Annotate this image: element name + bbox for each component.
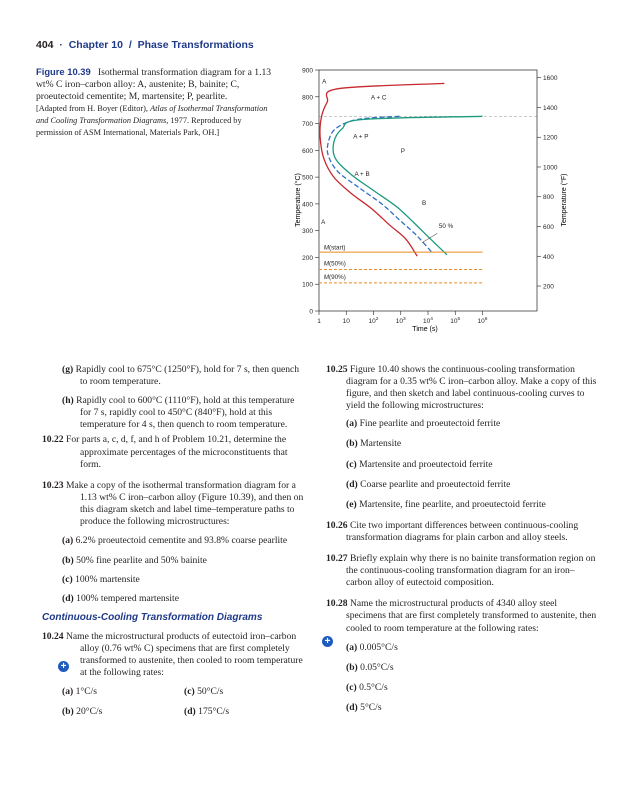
y-right-tick-label: 1600 [543,75,558,83]
y-tick-label: 700 [302,121,313,129]
y-tick-label: 900 [302,67,313,75]
item-text: 50% fine pearlite and 50% bainite [76,555,207,567]
item-label: (b) [62,705,74,717]
item-label: (h) [62,395,74,407]
plus-circle-icon: + [322,636,333,647]
y-tick-label: 100 [302,281,313,289]
item-label: (c) [346,458,357,470]
problem-number: 10.23 [42,479,64,491]
y-tick-label: 500 [302,174,313,182]
figure-source-post: 1977. Reproduced by permission of ASM International, Materials Park, OH.] [36,116,242,138]
item-text: Fine pearlite and proeutectoid ferrite [359,418,501,430]
region-label: B [421,200,427,208]
item-label: (c) [346,681,357,693]
x-tick-label: 1 [317,318,321,325]
series-red-start [320,83,444,256]
y-tick-label: 300 [302,228,313,236]
x-tick-label: $10^3$ [395,317,406,325]
item-text: 100% martensite [75,574,140,586]
y-right-tick-label: 600 [543,223,554,231]
problem-number: 10.25 [326,364,348,375]
item-label: (b) [346,661,358,673]
item-text: 20°C/s [76,705,103,717]
figure-caption-text: Isothermal transformation diagram for a 1.13 wt% C iron–carbon alloy: A, austenite; B, bainite; C, proeutectoid cementite; M, martensite; P, pearlite. [36,67,272,103]
item-label: (a) [346,418,358,430]
header-slash: / [128,39,132,51]
problem-10-27 [326,553,598,589]
callout-line [422,233,437,242]
option-c [184,686,223,698]
item-label: (d) [62,593,74,605]
chapter-label: Chapter 10 [68,39,123,51]
figure-source [36,104,267,137]
problem-10-28-c [346,682,598,694]
problem-10-23-b [62,555,306,567]
problem-10-21-g [62,364,306,388]
option-b [62,706,102,718]
problem-number: 10.27 [326,553,348,565]
option-d [184,706,229,718]
problem-10-23-a [62,535,306,547]
x-tick-label: $10^4$ [423,317,433,325]
y-axis-label: Temperature (°C) [295,173,302,227]
problem-number: 10.24 [42,630,64,642]
problem-10-25-a [346,418,598,430]
problem-text: Name the microstructural products of 4340 alloy steel specimens that are first completely transformed to austenite, then cooled to room temperature at the following rates: [346,598,597,634]
problem-10-25-b [346,438,598,450]
item-text: 0.005°C/s [359,641,398,653]
item-label: (b) [62,555,74,567]
problem-10-25-d [346,479,598,491]
item-text: 1°C/s [75,685,98,697]
item-text: Martensite and proeutectoid ferrite [359,458,493,470]
region-label: M(50%) [323,260,346,268]
y-tick-label: 800 [302,94,313,102]
x-tick-label: $10^6$ [477,317,488,325]
problem-text: Briefly explain why there is no bainite transformation region on the continuous-cooling transformation diagram for an iron–carbon alloy of eutectoid composition. [346,553,596,589]
item-label: (a) [346,641,358,653]
x-tick-label: $10^5$ [450,317,461,325]
x-axis-label: Time (s) [412,326,438,333]
problem-10-25 [326,364,598,412]
item-text: 0.5°C/s [359,681,388,693]
y-right-tick-label: 400 [543,253,554,261]
item-text: Martensite, fine pearlite, and proeutectoid ferrite [359,498,546,510]
figure-source-pre: [Adapted from H. Boyer (Editor), [36,104,151,114]
problem-text: Cite two important differences between continuous-cooling transformation diagrams for plain carbon and alloy steels. [346,519,579,543]
region-label: A [321,218,326,226]
header-separator: · [59,39,63,51]
isothermal-transformation-chart [270,60,600,338]
problem-10-25-c [346,459,598,471]
region-label: 50 % [438,222,454,230]
item-label: (b) [346,438,358,450]
problem-10-23-d [62,593,306,605]
y-tick-label: 200 [302,254,313,262]
region-label: A + B [354,170,370,178]
item-text: Rapidly cool to 600°C (1110°F), hold at this temperature for 7 s, rapidly cool to 450°C (840°F), hold at this temperature for 4 s, then quench to room temperature. [76,395,295,431]
problem-10-24-options [62,686,306,726]
plot-frame [319,70,537,311]
region-label: A [322,78,327,86]
problem-10-26 [326,520,598,544]
item-text: Martensite [360,438,402,450]
region-label: A + P [353,133,369,141]
problem-10-21-h [62,395,306,431]
problem-text: Make a copy of the isothermal transformation diagram for a 1.13 wt% C iron–carbon alloy (Figure 10.39), and then on this diagram sketch and label time–temperature paths to produce the following microstructures: [66,479,304,528]
problem-10-28-d [346,702,598,714]
problem-10-23-c [62,574,306,586]
problem-text: Figure 10.40 shows the continuous-cooling transformation diagram for a 0.35 wt% C iron–carbon alloy. Make a copy of this figure, and then sketch and label continuous-cooling curves to yield the following microstructures: [346,364,597,412]
item-label: (c) [62,574,73,586]
problem-10-25-e [346,499,598,511]
y-right-tick-label: 800 [543,194,554,202]
chapter-title: Phase Transformations [137,39,254,51]
problem-10-23 [42,480,306,528]
figure-label: Figure 10.39 [36,66,91,77]
item-text: 5°C/s [360,701,382,713]
left-column [42,364,306,726]
item-label: (d) [346,478,358,490]
item-label: (c) [184,685,195,697]
region-label: M(start) [323,244,346,252]
plus-circle-icon: + [58,661,69,672]
y-right-tick-label: 1000 [543,164,558,172]
x-tick-label: $10^2$ [368,317,379,325]
item-text: 50°C/s [197,685,224,697]
item-text: Coarse pearlite and proeutectoid ferrite [360,478,511,490]
item-text: Rapidly cool to 675°C (1250°F), hold for 7 s, then quench to room temperature. [75,364,300,388]
item-label: (d) [184,705,196,717]
item-label: (a) [62,535,74,547]
item-text: 6.2% proeutectoid cementite and 93.8% coarse pearlite [75,535,288,547]
right-column [326,364,598,714]
problem-text: For parts a, c, d, f, and h of Problem 10.21, determine the approximate percentages of the microconstituents that form. [66,434,288,470]
page-number: 404 [36,39,54,51]
problem-number: 10.26 [326,519,348,531]
figure-caption [36,66,272,140]
figure-source-title: Atlas of Isothermal Transformation and Cooling Transformation Diagrams, [36,104,268,126]
region-label: P [400,148,405,156]
y-right-tick-label: 1200 [543,134,558,142]
item-text: 0.05°C/s [360,661,394,673]
region-label: M(90%) [323,273,346,281]
x-tick-label: 10 [342,318,350,325]
problem-10-28 [326,598,598,634]
y-tick-label: 600 [302,147,313,155]
problem-10-28-b [346,662,598,674]
problem-number: 10.22 [42,434,64,446]
y-tick-label: 400 [302,201,313,209]
item-label: (e) [346,498,357,510]
y-axis-label-right: Temperature (°F) [561,173,568,227]
problem-10-28-a [346,642,598,654]
region-label: A + C [370,94,387,102]
option-a [62,686,97,698]
running-header [36,39,254,51]
series-blue-dashed-50 [327,116,433,253]
problem-number: 10.28 [326,598,348,610]
item-label: (d) [346,701,358,713]
y-right-tick-label: 1400 [543,104,558,112]
section-heading-text: Continuous-Cooling Transformation Diagrams [42,611,263,623]
item-label: (a) [62,685,74,697]
problem-text: Name the microstructural products of eutectoid iron–carbon alloy (0.76 wt% C) specimens that are first completely transformed to austenite, then cooled to room temperature at the following rates: [66,630,303,678]
section-heading [42,612,306,624]
y-right-tick-label: 200 [543,283,554,291]
y-tick-label: 0 [309,308,313,316]
item-text: 100% tempered martensite [76,593,179,605]
problem-10-24 [42,631,306,679]
item-text: 175°C/s [198,705,230,717]
item-label: (g) [62,364,74,375]
problem-10-22 [42,434,306,470]
